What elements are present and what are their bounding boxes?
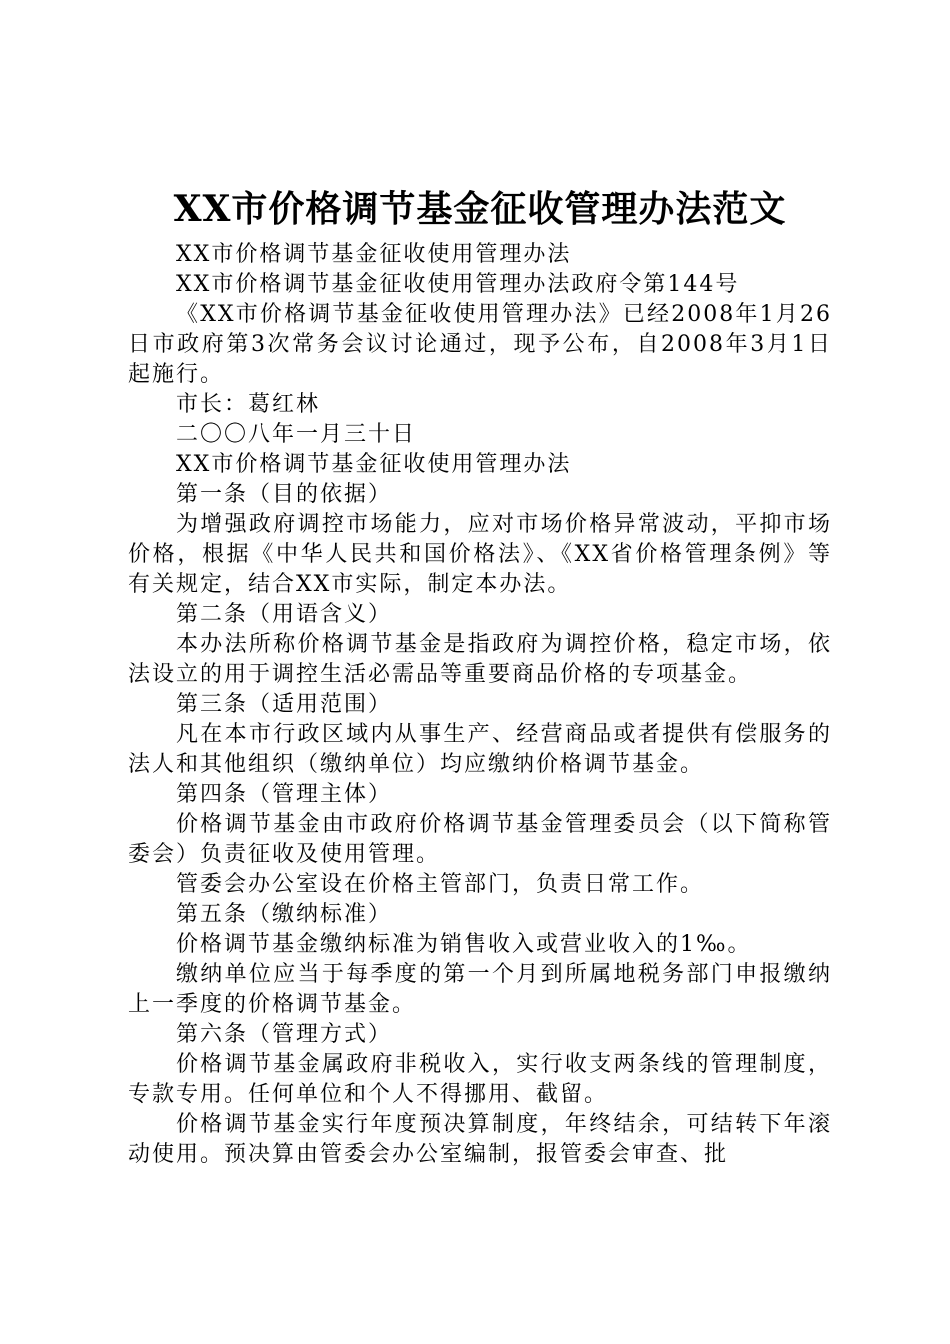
paragraph-subtitle-2: XX市价格调节基金征收使用管理办法 [176,452,572,477]
paragraph-date: 二〇〇八年一月三十日 [176,422,417,447]
article-4-body-1: 价格调节基金由市政府价格调节基金管理委员会（以下简称管委会）负责征收及使用管理。 [128,812,832,867]
article-5-heading: 第五条（缴纳标准） [176,902,393,927]
paragraph-promulgation: 《XX市价格调节基金征收使用管理办法》已经2008年1月26日市政府第3次常务会议讨论通过，现予公布，自2008年3月1日起施行。 [128,302,832,387]
paragraph-subtitle-1: XX市价格调节基金征收使用管理办法 [176,242,572,267]
article-6-body-1: 价格调节基金属政府非税收入，实行收支两条线的管理制度，专款专用。任何单位和个人不得挪用、截留。 [128,1052,832,1107]
document-title: XX市价格调节基金征收管理办法范文 [173,188,787,230]
article-4-heading: 第四条（管理主体） [176,782,393,807]
article-3-heading: 第三条（适用范围） [176,692,393,717]
paragraph-mayor: 市长：葛红林 [176,392,321,417]
article-4-body-2: 管委会办公室设在价格主管部门，负责日常工作。 [176,872,705,897]
article-3-body: 凡在本市行政区域内从事生产、经营商品或者提供有偿服务的法人和其他组织（缴纳单位）均应缴纳价格调节基金。 [128,722,832,777]
article-2-body: 本办法所称价格调节基金是指政府为调控价格，稳定市场，依法设立的用于调控生活必需品等重要商品价格的专项基金。 [128,632,832,687]
article-6-heading: 第六条（管理方式） [176,1022,393,1047]
article-1-heading: 第一条（目的依据） [176,482,393,507]
paragraph-decree-number: XX市价格调节基金征收使用管理办法政府令第144号 [176,272,740,297]
article-1-body: 为增强政府调控市场能力，应对市场价格异常波动，平抑市场价格，根据《中华人民共和国价格法》、《XX省价格管理条例》等有关规定，结合XX市实际，制定本办法。 [128,512,832,597]
article-6-body-2: 价格调节基金实行年度预决算制度，年终结余，可结转下年滚动使用。预决算由管委会办公室编制，报管委会审查、批 [128,1112,832,1167]
article-5-body-1: 价格调节基金缴纳标准为销售收入或营业收入的1‰。 [176,932,752,957]
article-5-body-2: 缴纳单位应当于每季度的第一个月到所属地税务部门申报缴纳上一季度的价格调节基金。 [128,962,832,1017]
document-page [128,184,832,1170]
article-2-heading: 第二条（用语含义） [176,602,393,627]
